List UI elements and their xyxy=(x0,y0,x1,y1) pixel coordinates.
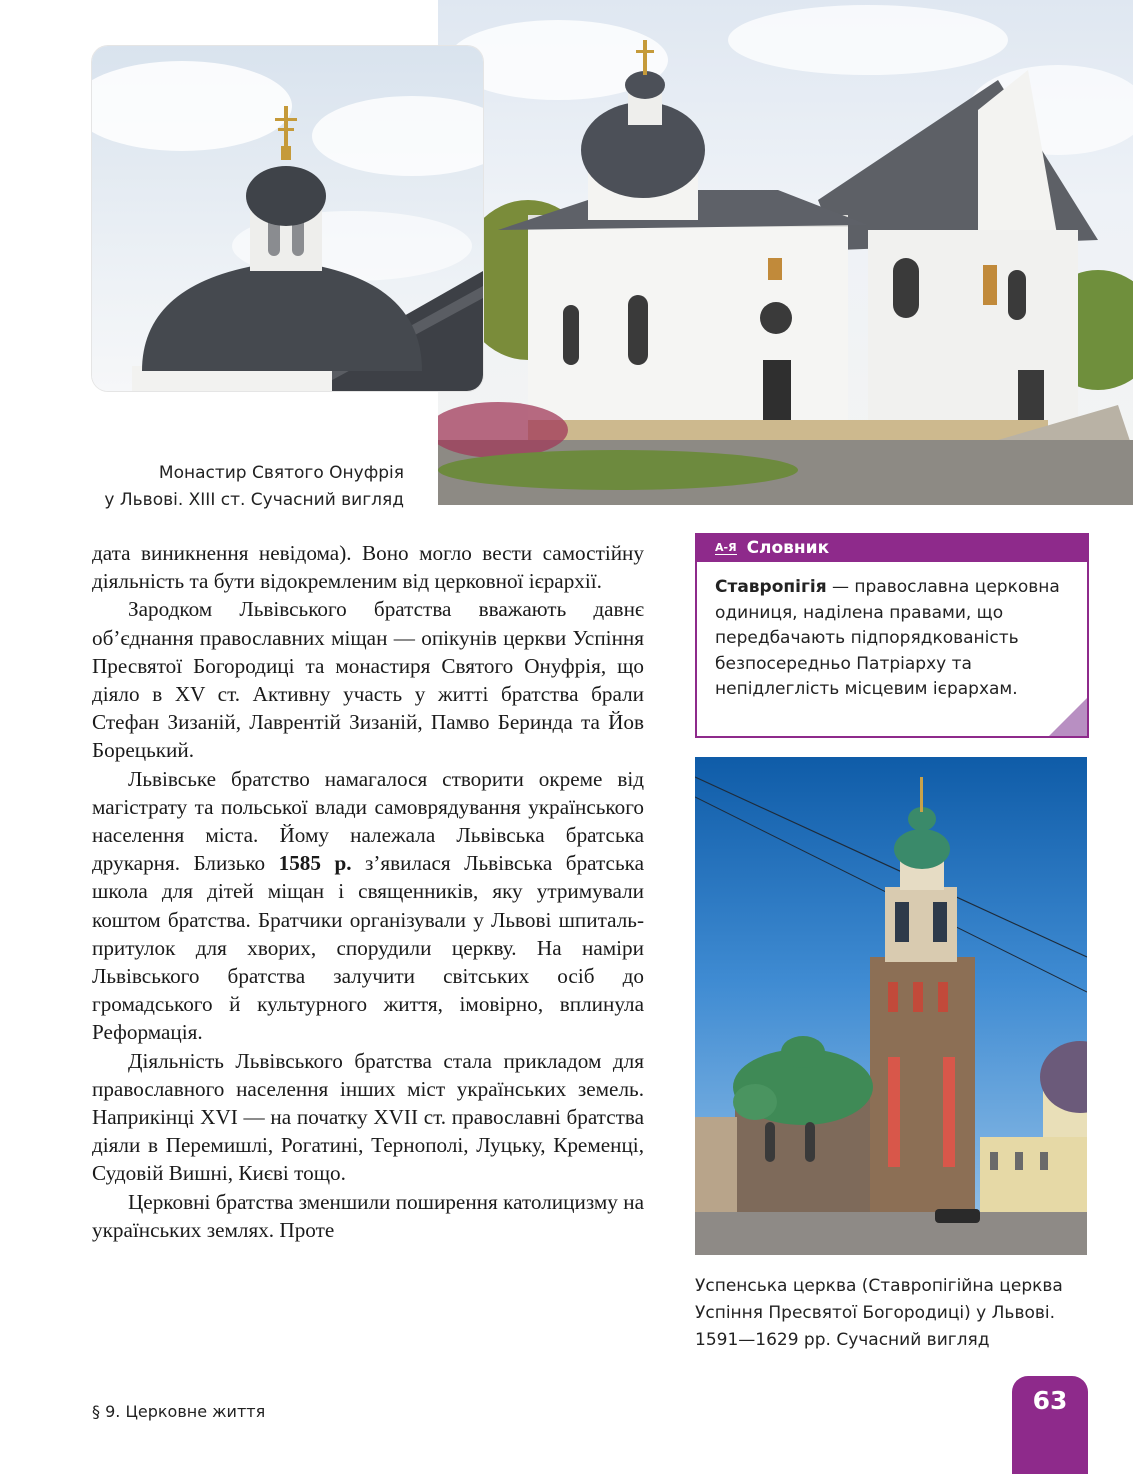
assumption-caption-line3: 1591—1629 рр. Сучасний вигляд xyxy=(695,1330,990,1350)
paragraph-3-part-a: Львівське братство намагалося створити окреме від магістрату та польської влади самоврядування українського населення міста. Йому належала Львівська братська друкарня. Близько xyxy=(92,766,644,876)
assumption-church-caption xyxy=(695,1273,1095,1354)
paragraph-3 xyxy=(92,765,644,1047)
paragraph-3-part-b: з’явилася Львівська братська школа для дітей міщан і священників, яку утримували коштом братства. Братчики організували у Львові шпиталь-притулок для хворих, спорудили церкву. На наміри Львівського братства залучити світських осіб до громадського й культурного життя, імовірно, вплинула Реформація. xyxy=(92,851,644,1045)
monastery-photo xyxy=(438,0,1133,505)
glossary-definition-text: — православна церковна одиниця, наділена правами, що передбачають підпорядкованість безпосередньо Патріарху та непідлеглість місцевим ієрархам. xyxy=(715,577,1060,699)
assumption-caption-line1: Успенська церква (Ставропігійна церква xyxy=(695,1276,1063,1296)
glossary-header xyxy=(697,535,1087,562)
paragraph-5: Церковні братства зменшили поширення католицизму на українських землях. Проте xyxy=(92,1189,644,1242)
monastery-caption-line2: у Львові. XIII ст. Сучасний вигляд xyxy=(104,490,404,510)
date-highlight: 1585 р. xyxy=(278,851,352,876)
section-footer: § 9. Церковне життя xyxy=(92,1402,266,1421)
paragraph-2: Зародком Львівського братства вважають давнє об’єднання православних міщан — опікунів церкви Успіння Пресвятої Богородиці та монастиря Святого Онуфрія, що діяло в XV ст. Активну участь у житті братства брали Стефан Зизаній, Лаврентій Зизаній, Памво Беринда та Йов Борецький. xyxy=(92,597,644,763)
page-number: 63 xyxy=(1032,1386,1068,1415)
glossary-badge-icon: А-Я xyxy=(715,541,737,554)
paragraph-4: Діяльність Львівського братства стала прикладом для православного населення інших міст українських земель. Наприкінці XVI — на початку XVII ст. православні братства діяли в Перемишлі, Рогатині, Тернополі, Луцьку, Кременці, Судовій Вишні, Києві тощо. xyxy=(92,1048,644,1186)
glossary-title: Словник xyxy=(746,538,830,558)
glossary-box xyxy=(695,533,1089,738)
assumption-church-photo xyxy=(695,757,1087,1255)
paragraph-1: дата виникнення невідома). Воно могло вести самостійну діяльність та бути відокремленим від церковної ієрархії. xyxy=(92,541,644,594)
glossary-term: Ставропігія xyxy=(715,577,827,597)
glossary-definition xyxy=(697,562,1087,703)
glossary-corner-decoration xyxy=(1049,698,1087,736)
monastery-caption-line1: Монастир Святого Онуфрія xyxy=(158,463,404,483)
main-text xyxy=(92,539,644,1244)
monastery-caption xyxy=(74,460,404,514)
monastery-dome-inset-photo xyxy=(92,46,483,391)
assumption-caption-line2: Успіння Пресвятої Богородиці) у Львові. xyxy=(695,1303,1056,1323)
